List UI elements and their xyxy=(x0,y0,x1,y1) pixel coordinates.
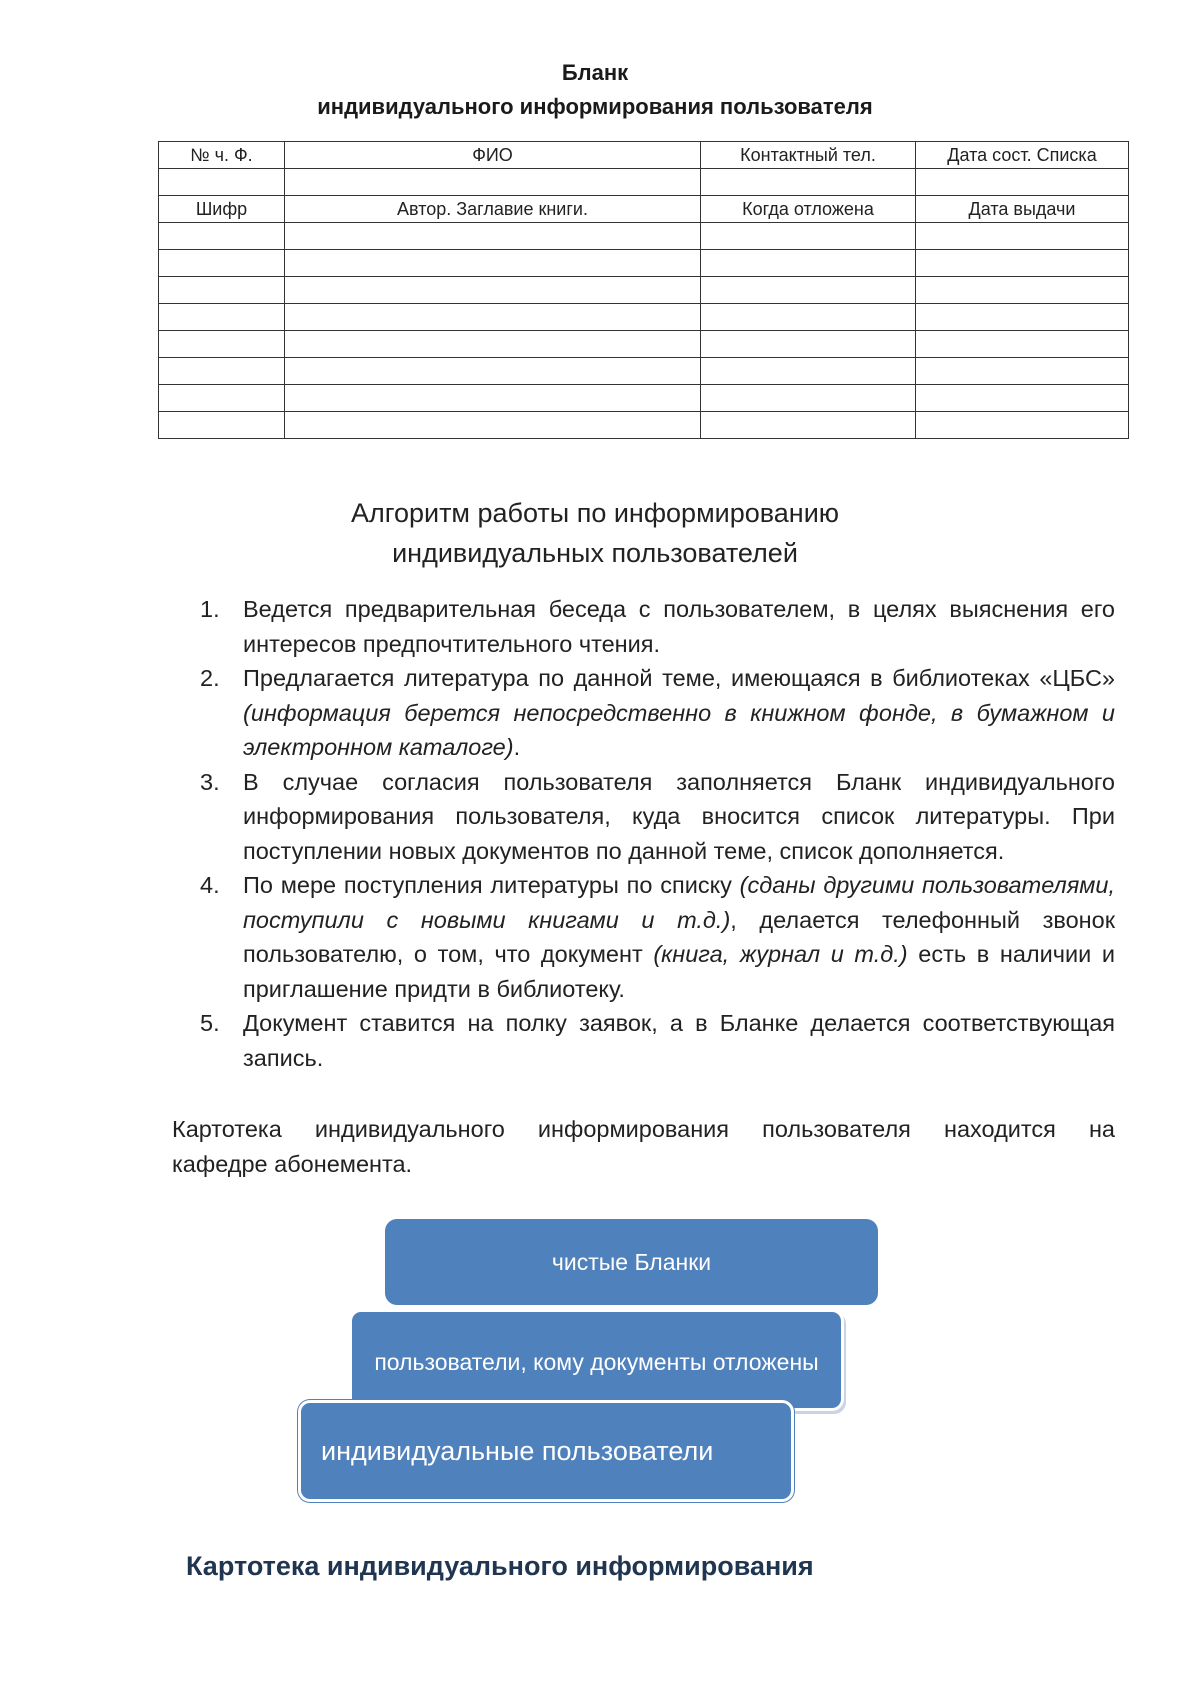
step-number: 5. xyxy=(200,1010,220,1036)
form-title-line2: индивидуального информирования пользователя xyxy=(317,94,873,119)
table-row xyxy=(159,250,1129,277)
table-header-row-2 xyxy=(159,196,1129,223)
list-item xyxy=(200,592,1115,661)
diagram-caption: Картотека индивидуального информирования xyxy=(186,1551,814,1581)
header-cell: Когда отложена xyxy=(701,196,916,223)
header-cell: Контактный тел. xyxy=(701,142,916,169)
step-text-middle: , делается телефонный звонок пользователю, о том, что документ xyxy=(243,906,1115,967)
header-cell: Автор. Заглавие книги. xyxy=(285,196,701,223)
list-item xyxy=(200,1006,1115,1075)
card-index-note xyxy=(172,1112,1115,1181)
step-number: 1. xyxy=(200,596,220,622)
step-text: Ведется предварительная беседа с пользователем, в целях выяснения его интересов предпочтительного чтения. xyxy=(243,596,1115,657)
note-line2: кафедре абонемента. xyxy=(172,1150,413,1177)
header-cell: № ч. Ф. xyxy=(159,142,285,169)
table-row xyxy=(159,169,1129,196)
table-row xyxy=(159,223,1129,250)
step-text-italic-2: (книга, журнал и т.д.) xyxy=(653,941,908,967)
table-row xyxy=(159,304,1129,331)
step-number: 4. xyxy=(200,872,220,898)
header-cell: Дата сост. Списка xyxy=(916,142,1129,169)
step-text-italic: (сданы другими пользователями, поступили с новыми книгами и т.д.) xyxy=(243,872,1116,933)
step-text-end: . xyxy=(513,734,521,760)
step-number: 3. xyxy=(200,768,220,795)
algorithm-title-line2: индивидуальных пользователей xyxy=(392,538,798,568)
table-row xyxy=(159,277,1129,304)
list-item xyxy=(200,765,1115,869)
table-row xyxy=(159,412,1129,439)
diagram-box-individual-users: индивидуальные пользователи xyxy=(298,1400,794,1502)
header-cell: Шифр xyxy=(159,196,285,223)
step-number: 2. xyxy=(200,665,220,691)
table-row xyxy=(159,331,1129,358)
information-form-table xyxy=(158,141,1129,439)
algorithm-steps-list xyxy=(200,592,1115,1075)
diagram-box-blank-forms: чистые Бланки xyxy=(385,1219,878,1305)
table-row xyxy=(159,385,1129,412)
table-row xyxy=(159,358,1129,385)
step-text: По мере поступления литературы по списку xyxy=(243,872,740,898)
step-text: В случае согласия пользователя заполняется Бланк индивидуального информирования пользователя, куда вносится список литературы. При поступлении новых документов по данной теме, список дополняется. xyxy=(243,768,1115,864)
list-item xyxy=(200,661,1115,765)
list-item xyxy=(200,868,1115,1006)
step-text-italic: (информация берется непосредственно в книжном фонде, в бумажном и электронном каталоге) xyxy=(243,699,1115,760)
step-text: Документ ставится на полку заявок, а в Бланке делается соответствующая запись. xyxy=(243,1010,1115,1071)
step-text-end: есть в наличии и приглашение придти в библиотеку. xyxy=(243,941,1115,1002)
diagram-box-reserved-users: пользователи, кому документы отложены xyxy=(349,1309,844,1411)
table-header-row-1 xyxy=(159,142,1129,169)
step-text: Предлагается литература по данной теме, имеющаяся в библиотеках «ЦБС» xyxy=(243,665,1115,691)
header-cell: Дата выдачи xyxy=(916,196,1129,223)
header-cell: ФИО xyxy=(285,142,701,169)
note-line1: Картотека индивидуального информирования пользователя находится на xyxy=(172,1116,1115,1142)
algorithm-title-line1: Алгоритм работы по информированию xyxy=(350,498,840,528)
form-title-line1: Бланк xyxy=(561,60,629,85)
